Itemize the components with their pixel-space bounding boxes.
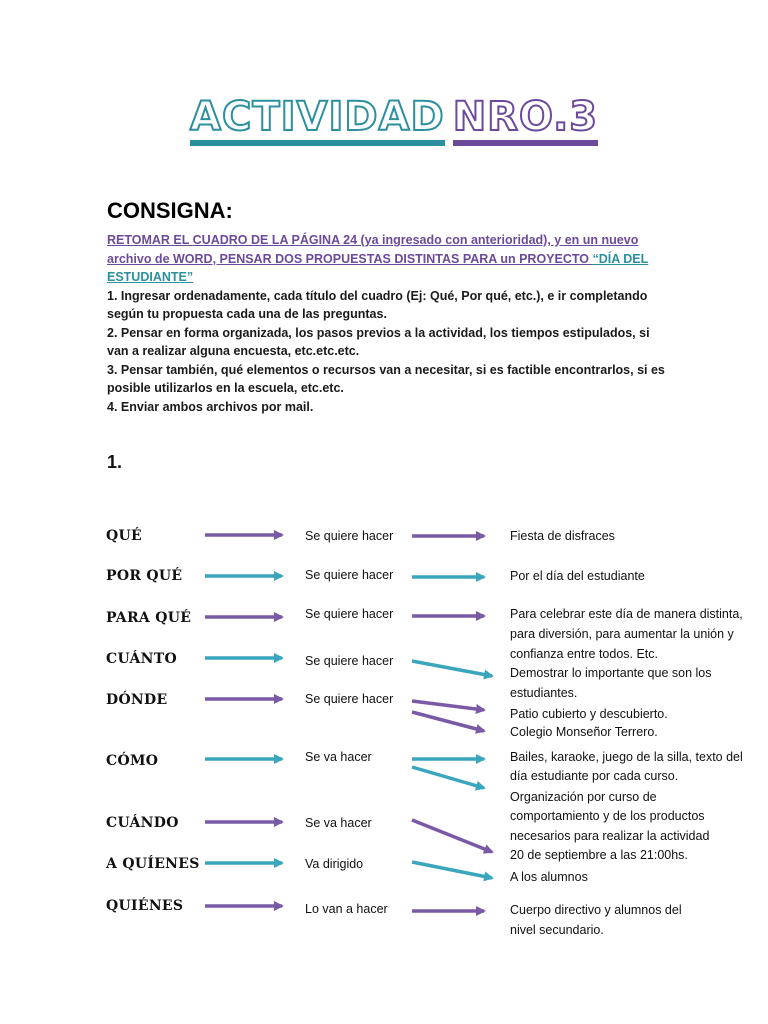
consigna-item: 3. Pensar también, qué elementos o recursos van a necesitar, si es factible encontrarlos, si es posible utilizarlos en la escuela, etc.etc. [107, 362, 665, 395]
answer-line: Colegio Monseñor Terrero. [510, 725, 658, 739]
answer-line: necesarios para realizar la actividad [510, 829, 710, 843]
middle-label: Se va hacer [305, 750, 372, 764]
consigna-intro-text: RETOMAR EL CUADRO DE LA PÁGINA 24 (ya ingresado con anterioridad), y en un nuevo archivo de WORD, PENSAR DOS PROPUESTAS DISTINTAS PARA un PROYECTO [107, 233, 639, 266]
answer-line: estudiantes. [510, 686, 578, 700]
answer-line: Para celebrar este día de manera distinta, [510, 607, 743, 621]
middle-label: Se quiere hacer [305, 607, 394, 621]
answer-line: Bailes, karaoke, juego de la silla, texto del [510, 750, 743, 764]
answer-line: nivel secundario. [510, 923, 604, 937]
middle-label: Se quiere hacer [305, 692, 394, 706]
arrow-icon [412, 701, 484, 710]
question-label: DÓNDE [106, 692, 168, 708]
question-label: QUÉ [106, 528, 142, 544]
question-label: QUIÉNES [106, 898, 184, 914]
consigna-item: 1. Ingresar ordenadamente, cada título del cuadro (Ej: Qué, Por qué, etc.), e ir completando según tu propuesta cada una de las preguntas. [107, 288, 648, 321]
middle-label: Se va hacer [305, 816, 372, 830]
arrow-icon [412, 712, 484, 731]
consigna-item: 4. Enviar ambos archivos por mail. [107, 399, 314, 414]
consigna-project-name: “DÍA DEL ESTUDIANTE” [107, 251, 649, 284]
answer-line: confianza entre todos. Etc. [510, 647, 659, 661]
middle-label: Se quiere hacer [305, 529, 394, 543]
answer-line: día estudiante por cada curso. [510, 769, 679, 783]
section-number: 1. [107, 452, 123, 472]
arrow-icon [412, 820, 492, 852]
answer-line: Por el día del estudiante [510, 569, 645, 583]
arrow-icon [412, 862, 492, 878]
answer-line: 20 de septiembre a las 21:00hs. [510, 848, 688, 862]
arrow-icon [412, 661, 492, 676]
answer-line: para diversión, para aumentar la unión y [510, 627, 734, 641]
question-label: POR QUÉ [106, 568, 183, 584]
title-word-nro: NRO.3 [453, 94, 598, 146]
question-label: CUÁNTO [106, 651, 177, 667]
answer-line: Demostrar lo importante que son los [510, 666, 712, 680]
question-label: A QUÍENES [106, 856, 200, 872]
consigna-item: 2. Pensar en forma organizada, los pasos previos a la actividad, los tiempos estipulados, si van a realizar alguna encuesta, etc.etc.etc. [107, 325, 650, 358]
consigna-heading: CONSIGNA: [107, 198, 233, 223]
question-label: PARA QUÉ [106, 610, 192, 626]
answer-line: Cuerpo directivo y alumnos del [510, 903, 682, 917]
answer-line: A los alumnos [510, 870, 588, 884]
middle-label: Lo van a hacer [305, 902, 388, 916]
arrow-icon [412, 767, 484, 788]
question-label: CÓMO [106, 753, 159, 769]
title-word-actividad: ACTIVIDAD [190, 94, 445, 146]
answer-line: comportamiento y de los productos [510, 809, 705, 823]
middle-label: Se quiere hacer [305, 568, 394, 582]
middle-label: Va dirigido [305, 857, 364, 871]
question-label: CUÁNDO [106, 815, 179, 831]
middle-label: Se quiere hacer [305, 654, 394, 668]
answer-line: Fiesta de disfraces [510, 529, 615, 543]
answer-line: Organización por curso de [510, 790, 657, 804]
answer-line: Patio cubierto y descubierto. [510, 707, 668, 721]
